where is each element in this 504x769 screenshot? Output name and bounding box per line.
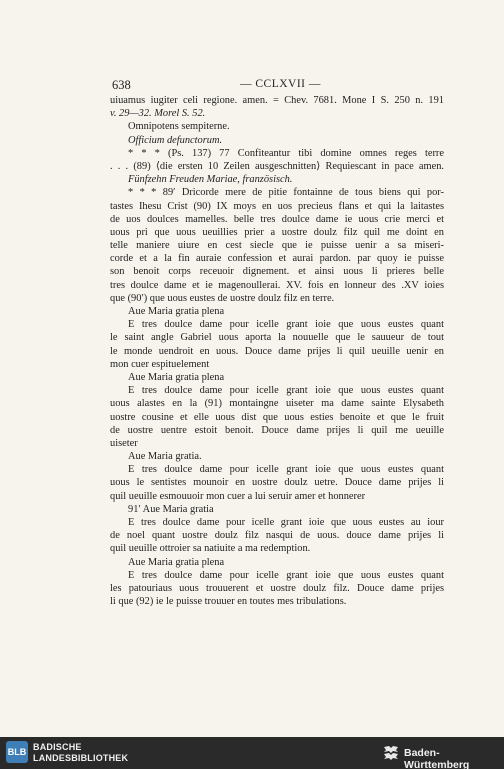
library-name[interactable] xyxy=(33,742,128,764)
library-name-line2: LANDESBIBLIOTHEK xyxy=(33,753,129,763)
body-text xyxy=(110,94,444,608)
text-line: li que (92) ie le puisse trouuer en toutes mes tribulations. xyxy=(110,596,347,608)
text-line: quil ueuille esmouuoir mon cuer a lui seruir amer et honnerer xyxy=(110,490,366,502)
library-name-line1: BADISCHE xyxy=(33,742,82,752)
text-line: corde et a la fin auraie confession et aurai pardon. par quoy ie puisse xyxy=(110,253,444,265)
text-line: * * * 89′ Dricorde mere de pitie fontainne de tous biens qui por- xyxy=(128,187,444,199)
text-line: les patouriaus uous trouuerent et uostre doulz filz. Douce dame prijes xyxy=(110,582,444,594)
text-line: de uostre uentre estoit benoit. Douce dame prijes li quil me ueuille xyxy=(110,424,444,436)
page-header xyxy=(112,78,442,94)
text-line: de uos doulces mamelles. belle tres doulce dame ie uous crie merci et xyxy=(110,213,444,225)
text-line: . . . (89) ⟨die ersten 10 Zeilen ausgeschnitten⟩ Requiescant in pace amen. xyxy=(110,160,444,172)
text-line: uous pri que uous ueuillies prier a uostre doulz filz quil me doint en xyxy=(110,226,444,238)
text-line: son benoit corps receuoir dignement. et ainsi uous li prieres belle xyxy=(110,266,444,278)
text-line: E tres doulce dame pour icelle grant ioie que uous eustes quant xyxy=(128,464,444,476)
state-lions-icon xyxy=(381,743,401,763)
text-line: E tres doulce dame pour icelle grant ioie que uous eustes quant xyxy=(128,319,444,331)
chapter-heading: — CCLXVII — xyxy=(240,78,321,90)
text-line: mon cuer espituelement xyxy=(110,358,210,370)
text-line: Omnipotens sempiterne. xyxy=(128,121,230,133)
text-line: uiseter xyxy=(110,437,138,449)
text-line: * * * (Ps. 137) 77 Confiteantur tibi domine omnes reges terre xyxy=(128,147,444,159)
library-footer-bar xyxy=(0,737,504,769)
text-line: E tres doulce dame pour icelle grant ioie que uous eustes quant xyxy=(128,385,444,397)
text-line: le saint angle Gabriel uous aporta la nouuelle que le sauueur de tout xyxy=(110,332,444,344)
text-line: telle maniere uiure en cest siecle que ie puisse uenir a sa miseri- xyxy=(110,240,444,252)
text-line: Aue Maria gratia plena xyxy=(128,371,225,383)
text-line: le monde uendroit en uous. Douce dame prijes li quil ueuille uenir en xyxy=(110,345,444,357)
text-line: E tres doulce dame pour icelle grant ioie que uous eustes quant xyxy=(128,569,444,581)
blb-logo-icon[interactable]: BLB xyxy=(6,741,28,763)
text-line: Officium defunctorum. xyxy=(128,134,223,146)
text-line: Fünfzehn Freuden Mariae, französisch. xyxy=(128,174,293,186)
text-line: uous le sentistes mounoir en uostre doulz uetre. Douce dame prijes li xyxy=(110,477,444,489)
text-line: Aue Maria gratia. xyxy=(128,451,202,463)
text-line: quil ueuille ottroier sa natiuite a ma redemption. xyxy=(110,543,311,555)
text-line: que (90′) que uous eustes de uostre doulz filz en terre. xyxy=(110,292,335,304)
text-line: 91′ Aue Maria gratia xyxy=(128,503,214,515)
page-number: 638 xyxy=(112,78,131,92)
text-line: Aue Maria gratia plena xyxy=(128,306,225,317)
text-line: E tres doulce dame pour icelle grant ioie que uous eustes au iour xyxy=(128,517,444,528)
text-line: uous alastes en la (91) montaingne uiseter ma dame sainte Elysabeth xyxy=(110,398,444,410)
text-line: uostre cousine et elle uous dist que uous esties benoite et que le fruit xyxy=(110,411,444,423)
state-name[interactable]: Baden-Württemberg xyxy=(404,747,470,769)
text-line: de noel quant uostre doulz filz nasqui de uous. douce dame prijes li xyxy=(110,530,444,542)
text-line: uiuamus iugiter celi regione. amen. = Chev. 7681. Mone I S. 250 n. 191 xyxy=(110,95,444,106)
text-line: v. 29—32. Morel S. 52. xyxy=(110,108,206,120)
text-line: tres doulce dame et ie magenoullerai. XV. fois en lonneur des .XV ioies xyxy=(110,279,444,291)
text-line: Aue Maria gratia plena xyxy=(128,556,225,568)
text-line: tastes Ihesu Crist (90) IX moys en uos precieus flans et qui la laitastes xyxy=(110,200,444,212)
